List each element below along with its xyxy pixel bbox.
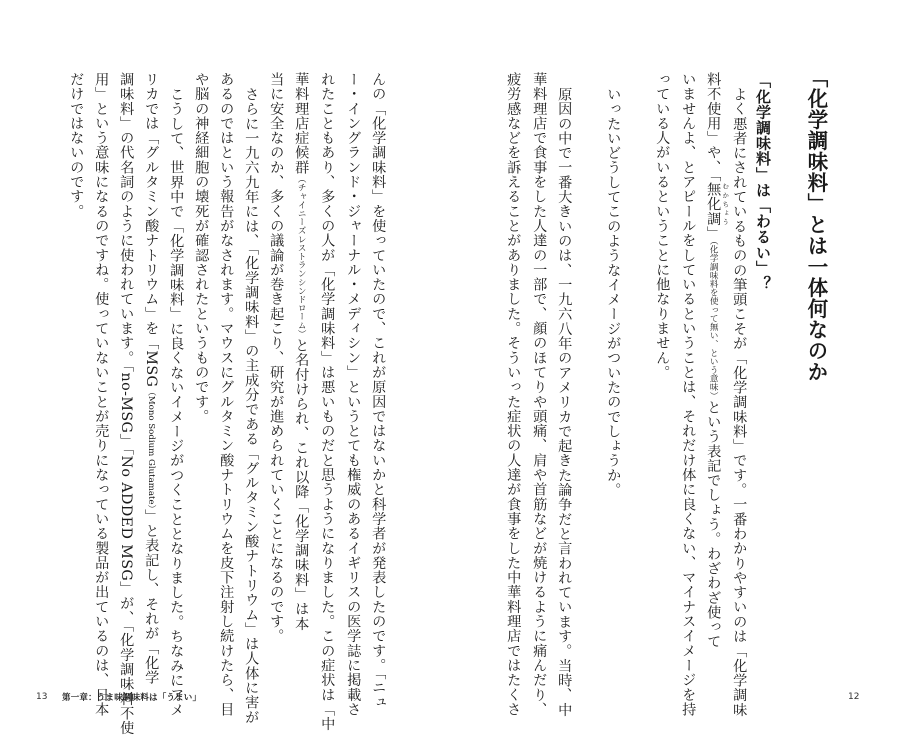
paragraph-line: っている人がいるということに他なりません。 <box>654 72 671 380</box>
text-run: 料不使用」や、「 <box>705 72 722 183</box>
subsection-heading: 「化学調味料」は「わるい」？ <box>754 73 772 292</box>
paragraph-line: あるのではという報告がなされます。マウスにグルタミン酸ナトリウムを皮下注射し続けたら、目 <box>218 72 235 717</box>
paragraph-line: 調味料」の代名詞のように使われています。「no-MSG」「No ADDED MSG」が、「化学調味料不使 <box>118 72 135 735</box>
paragraph-line: んの「化学調味料」を使っていたので、これが原因ではないかと科学者が発表したのです。「ニュ <box>370 72 387 710</box>
paragraph-line: や脳の神経細胞の壊死が確認されたというものです。 <box>193 72 210 424</box>
ruby-base: 無化調 <box>705 182 722 227</box>
paragraph-line: いませんよ、とアピールをしているということは、それだけ体に良くない、マイナスイメージを持 <box>680 72 697 717</box>
paragraph-line: 当に安全なのか、多くの議論が巻き起こり、研究が進められていくことになるのです。 <box>268 72 285 644</box>
inline-note: （化学調味料を使って無い、という意味） <box>708 240 719 400</box>
paragraph-line: 用」という意味になるのですね。使っていないことが売りになっている製品が出ているのは、日本 <box>93 72 110 717</box>
running-head: 第一章：うま味調味料は「うまい」 <box>62 693 202 703</box>
text-run: という表記でしょう。わざわざ使って <box>705 399 722 649</box>
page-number-left: 13 <box>36 692 48 702</box>
section-heading: 「化学調味料」とは一体何なのか <box>804 67 829 382</box>
paragraph-line: さらに一九六九年には、「化学調味料」の主成分である「グルタミン酸ナトリウム」は人体に害が <box>243 87 260 725</box>
paragraph-line: だけではないのです。 <box>68 72 85 219</box>
page-number-right: 12 <box>848 692 860 702</box>
paragraph-line <box>706 72 729 649</box>
inline-note: （チャイニーズレストランシンドローム） <box>296 174 307 338</box>
paragraph-line <box>294 72 308 631</box>
ruby-reading: むかちょう <box>721 182 730 227</box>
paragraph-line: 原因の中で一番大きいのは、一九六八年のアメリカで起きた論争だと言われています。当時、中 <box>556 87 573 717</box>
text-run: 」と表記し、それが「化学 <box>143 508 160 685</box>
text-run: リカでは「グルタミン酸ナトリウム」を「MSG <box>143 72 160 388</box>
paragraph-line: ー・イングランド・ジャーナル・メディシン」というとても権威のあるイギリスの医学誌に掲載さ <box>345 72 362 717</box>
paragraph-line: れたこともあり、多くの人が「化学調味料」は悪いものだと思うようになりました。この症状は「中 <box>319 72 336 732</box>
paragraph-line: いったいどうしてこのようなイメージがついたのでしょうか。 <box>605 87 622 498</box>
paragraph-line: 疲労感などを訴えることがありました。そういった症状の人達が食事をした中華料理店ではたくさ <box>505 72 522 717</box>
paragraph-line: よく悪者にされているものの筆頭こそが「化学調味料」です。一番わかりやすいのは「化学調味 <box>731 87 748 717</box>
paragraph-line <box>144 72 158 685</box>
paragraph-line: 華料理店で食事をした人達の一部で、顔のほてりや頭痛、肩や首筋などが焼けるように痛んだり、 <box>531 72 548 717</box>
text-run: と名付けられ、これ以降「化学調味料」は本 <box>293 337 310 631</box>
text-run: 華料理店症候群 <box>293 72 310 175</box>
ruby-word <box>705 182 730 227</box>
text-run: 」 <box>705 226 722 241</box>
paragraph-line: こうして、世界中で「化学調味料」に良くないイメージがつくこととなりました。ちなみにアメ <box>168 87 185 717</box>
inline-note: （Mono Sodium Glutamate） <box>146 387 157 509</box>
